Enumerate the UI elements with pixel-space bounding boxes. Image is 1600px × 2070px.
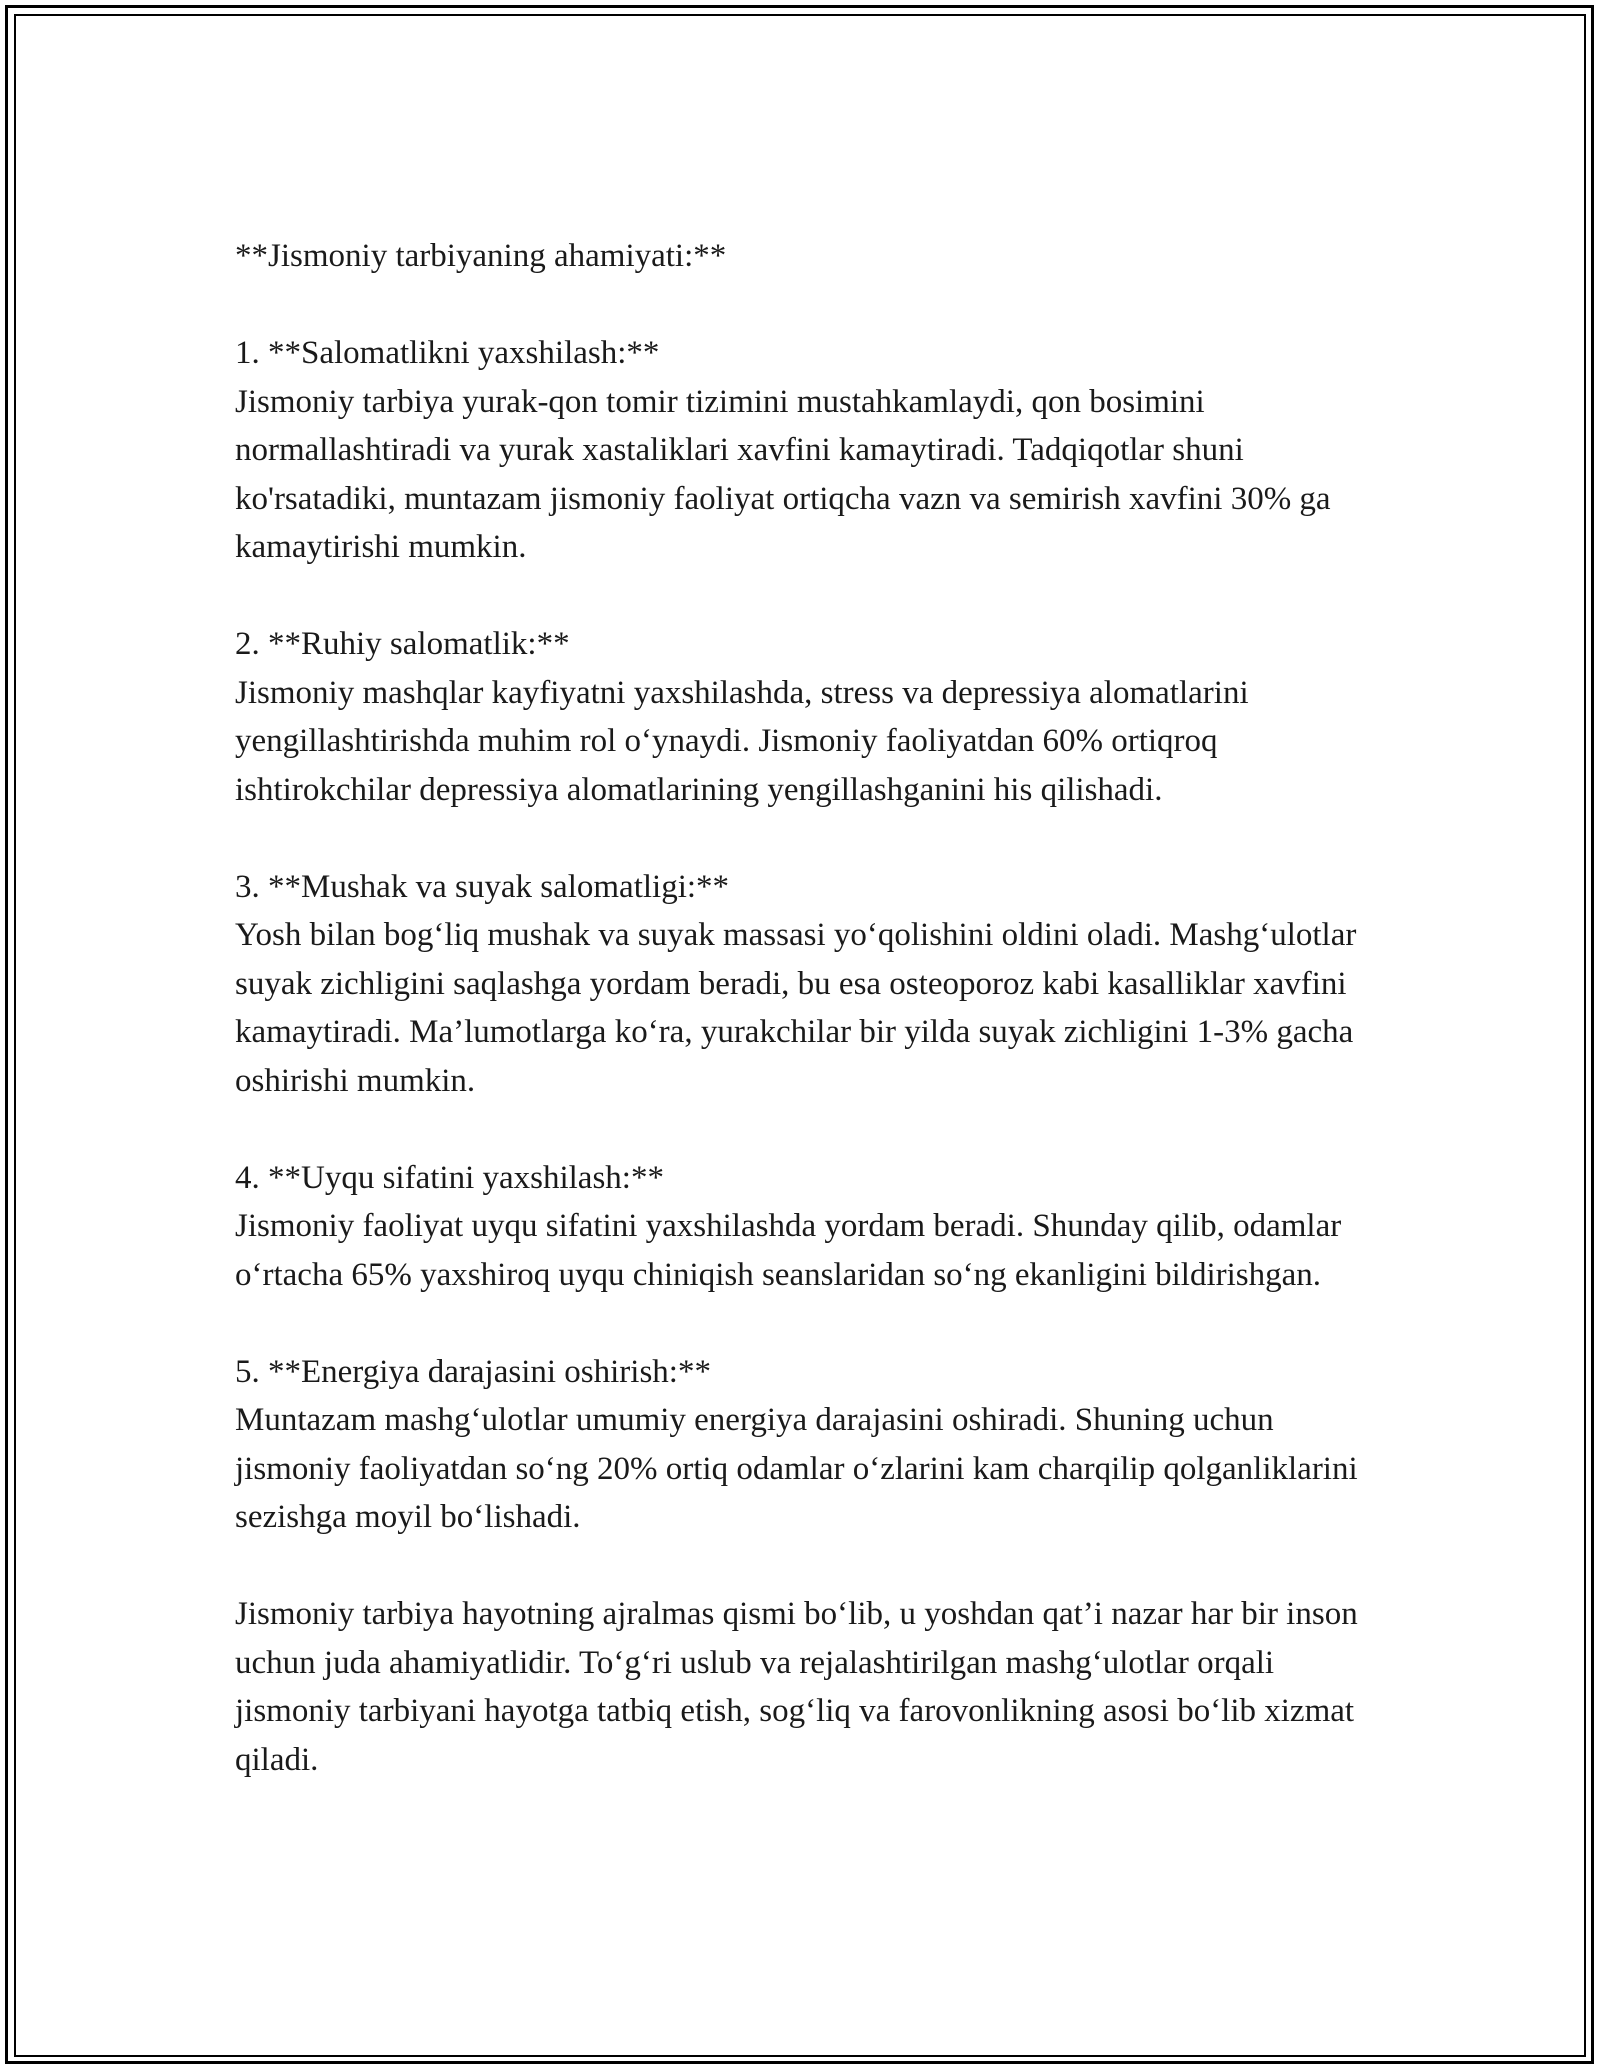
section-1: [235, 329, 1395, 572]
section-heading: 4. **Uyqu sifatini yaxshilash:**: [235, 1159, 664, 1196]
spacer: [235, 814, 1395, 863]
section-heading: 3. **Mushak va suyak salomatligi:**: [235, 868, 730, 905]
section-body: Muntazam mashg‘ulotlar umumiy energiya darajasini oshiradi. Shuning uchun jismoniy faoliyatdan so‘ng 20% ortiq odamlar o‘zlarini kam charqilip qolganliklarini sezishga moyil bo‘lishadi.: [235, 1402, 1358, 1535]
section-2: [235, 620, 1395, 814]
conclusion-paragraph: Jismoniy tarbiya hayotning ajralmas qismi bo‘lib, u yoshdan qat’i nazar har bir inson uchun juda ahamiyatlidir. To‘g‘ri uslub va rejalashtirilgan mashg‘ulotlar orqali jismoniy tarbiyani hayotga tatbiq etish, sog‘liq va farovonlikning asosi bo‘lib xizmat qiladi.: [235, 1596, 1358, 1778]
section-body: Jismoniy tarbiya yurak-qon tomir tizimini mustahkamlaydi, qon bosimini normallashtiradi va yurak xastaliklari xavfini kamaytiradi. Tadqiqotlar shuni ko'rsatadiki, muntazam jismoniy faoliyat ortiqcha vazn va semirish xavfini 30% ga kamaytirishi mumkin.: [235, 383, 1331, 565]
spacer: [235, 572, 1395, 621]
section-heading: 5. **Energiya darajasini oshirish:**: [235, 1353, 711, 1390]
spacer: [235, 281, 1395, 330]
section-heading: 1. **Salomatlikni yaxshilash:**: [235, 335, 660, 371]
section-5: [235, 1348, 1395, 1542]
section-heading: 2. **Ruhiy salomatlik:**: [235, 626, 570, 662]
document-body: [235, 232, 1395, 1784]
spacer: [235, 1105, 1395, 1154]
section-3: [235, 863, 1395, 1106]
section-body: Yosh bilan bog‘liq mushak va suyak massasi yo‘qolishini oldini oladi. Mashg‘ulotlar suyak zichligini saqlashga yordam beradi, bu esa osteoporoz kabi kasalliklar xavfini kamaytiradi. Ma’lumotlarga ko‘ra, yurakchilar bir yilda suyak zichligini 1-3% gacha oshirishi mumkin.: [235, 917, 1357, 1099]
section-body: Jismoniy faoliyat uyqu sifatini yaxshilashda yordam beradi. Shunday qilib, odamlar o‘rtacha 65% yaxshiroq uyqu chiniqish seanslaridan so‘ng ekanligini bildirishgan.: [235, 1208, 1342, 1293]
spacer: [235, 1542, 1395, 1591]
section-4: [235, 1154, 1395, 1300]
section-body: Jismoniy mashqlar kayfiyatni yaxshilashda, stress va depressiya alomatlarini yengillashtirishda muhim rol o‘ynaydi. Jismoniy faoliyatdan 60% ortiqroq ishtirokchilar depressiya alomatlarining yengillashganini his qilishadi.: [235, 674, 1249, 808]
document-title: **Jismoniy tarbiyaning ahamiyati:**: [235, 238, 727, 274]
spacer: [235, 1299, 1395, 1348]
